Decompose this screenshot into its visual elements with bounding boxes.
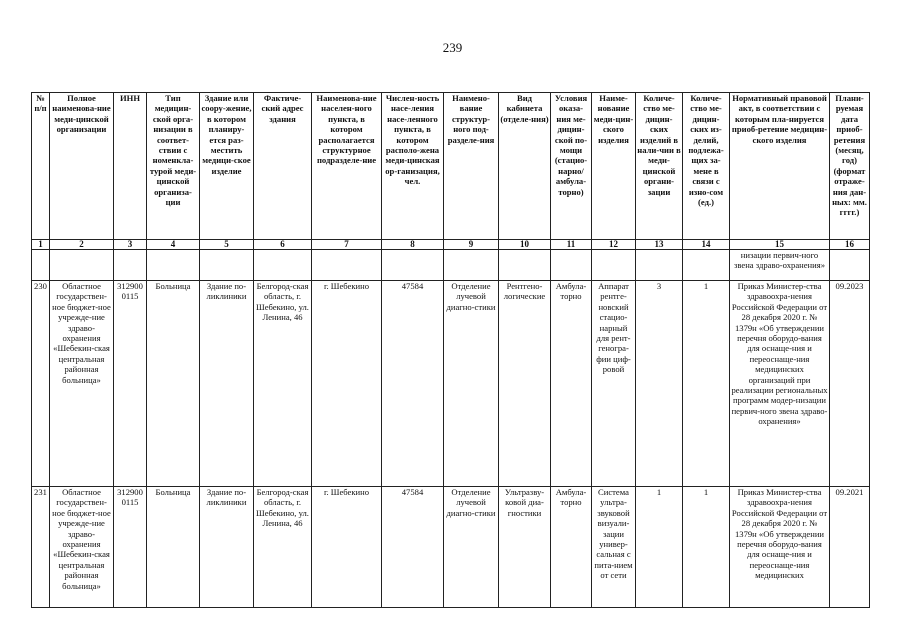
empty-cell (683, 250, 730, 281)
inn: 312900 0115 (114, 281, 147, 487)
row-number: 231 (32, 487, 50, 608)
continuation-row (32, 250, 870, 281)
building: Здание по-ликлиники (200, 487, 254, 608)
empty-cell (312, 250, 382, 281)
column-number: 16 (830, 240, 870, 250)
empty-cell (830, 250, 870, 281)
device-quantity: 1 (636, 487, 683, 608)
device-name: Система ультра-звуковой визуали-зации универ-сальная с пита-нием от сети (592, 487, 636, 608)
header-cell: Количе-ство ме-дицин-ских изделий в нали-чии в меди-цинской органи-зации (636, 93, 683, 240)
column-number: 2 (50, 240, 114, 250)
empty-cell (200, 250, 254, 281)
device-quantity: 3 (636, 281, 683, 487)
building: Здание по-ликлиники (200, 281, 254, 487)
column-number: 1 (32, 240, 50, 250)
table-row (32, 281, 870, 487)
empty-cell (551, 250, 592, 281)
cabinet-type: Ультразву-ковой диа-гностики (499, 487, 551, 608)
header-cell: Плани-руемая дата приоб-ретения (месяц, год) (формат отраже-ния дан-ных: мм. гггг.) (830, 93, 870, 240)
device-name: Аппарат рентге-новский стацио-нарный для рент-геногра-фии циф-ровой (592, 281, 636, 487)
cabinet-type: Рентгено-логические (499, 281, 551, 487)
column-number: 5 (200, 240, 254, 250)
organization-type: Больница (147, 281, 200, 487)
header-cell: Тип медицин-ской орга-низации в соответ-ствии с номенкла-турой меди-цинской организа-ции (147, 93, 200, 240)
header-cell: Здание или соору-жение, в котором планиру-ется раз-местить медици-ское изделие (200, 93, 254, 240)
header-cell: № п/п (32, 93, 50, 240)
column-number: 8 (382, 240, 444, 250)
empty-cell (254, 250, 312, 281)
population: 47584 (382, 281, 444, 487)
header-cell: ИНН (114, 93, 147, 240)
header-cell: Вид кабинета (отделе-ния) (499, 93, 551, 240)
header-cell: Полное наименова-ние меди-цинской организации (50, 93, 114, 240)
header-cell: Числен-ность насе-ления насе-ленного пункта, в котором располо-жена меди-цинская ор-ганизация, чел. (382, 93, 444, 240)
legal-act: Приказ Министер-ства здравоохра-нения Российской Федерации от 28 декабря 2020 г. № 1379н «Об утверждении перечня оборудо-вания для оснаще-ния и переоснаще-ния медицинских (730, 487, 830, 608)
header-cell: Условия оказа-ния ме-дицин-ской по-мощи (стацио-нарно/ амбула-торно) (551, 93, 592, 240)
column-number: 7 (312, 240, 382, 250)
inn: 312900 0115 (114, 487, 147, 608)
table-row (32, 487, 870, 608)
care-conditions: Амбула-торно (551, 281, 592, 487)
continuation-act-text: низации первич-ного звена здраво-охранения» (730, 250, 830, 281)
organization-name: Областное государствен-ное бюджет-ное учрежде-ние здраво-охранения «Шебекин-ская центральная районная больница» (50, 281, 114, 487)
column-number: 4 (147, 240, 200, 250)
empty-cell (636, 250, 683, 281)
organization-name: Областное государствен-ное бюджет-ное учрежде-ние здраво-охранения «Шебекин-ская центральная районная больница» (50, 487, 114, 608)
empty-cell (499, 250, 551, 281)
subdivision: Отделение лучевой диагно-стики (444, 487, 499, 608)
empty-cell (50, 250, 114, 281)
header-row (32, 93, 870, 240)
column-number: 3 (114, 240, 147, 250)
empty-cell (114, 250, 147, 281)
header-cell: Наиме-нование меди-цин-ского изделия (592, 93, 636, 240)
column-number: 9 (444, 240, 499, 250)
empty-cell (382, 250, 444, 281)
empty-cell (147, 250, 200, 281)
locality: г. Шебекино (312, 487, 382, 608)
column-number-row (32, 240, 870, 250)
replacement-quantity: 1 (683, 487, 730, 608)
page-number: 239 (442, 40, 463, 55)
header-cell: Наимено-вание структур-ного под-разделе-ния (444, 93, 499, 240)
column-number: 6 (254, 240, 312, 250)
empty-cell (32, 250, 50, 281)
planned-date: 09.2023 (830, 281, 870, 487)
planned-date: 09.2021 (830, 487, 870, 608)
care-conditions: Амбула-торно (551, 487, 592, 608)
header-cell: Фактиче-ский адрес здания (254, 93, 312, 240)
locality: г. Шебекино (312, 281, 382, 487)
address: Белгород-ская область, г. Шебекино, ул. Ленина, 46 (254, 281, 312, 487)
organization-type: Больница (147, 487, 200, 608)
column-number: 11 (551, 240, 592, 250)
column-number: 14 (683, 240, 730, 250)
header-cell: Наименова-ние населен-ного пункта, в котором располагается структурное подразделе-ние (312, 93, 382, 240)
legal-act: Приказ Министер-ства здравоохра-нения Российской Федерации от 28 декабря 2020 г. № 1379н «Об утверждении перечня оборудо-вания для оснаще-ния и переоснаще-ния медицинских организаций при реализации региональных программ модер-низации первич-ного звена здраво-охранения» (730, 281, 830, 487)
equipment-table (31, 92, 870, 608)
column-number: 10 (499, 240, 551, 250)
row-number: 230 (32, 281, 50, 487)
empty-cell (444, 250, 499, 281)
population: 47584 (382, 487, 444, 608)
subdivision: Отделение лучевой диагно-стики (444, 281, 499, 487)
empty-cell (592, 250, 636, 281)
header-cell: Нормативный правовой акт, в соответствии с которым пла-нируется приоб-ретение медицин-ского изделия (730, 93, 830, 240)
header-cell: Количе-ство ме-дицин-ских из-делий, подлежа-щих за-мене в связи с изно-сом (ед.) (683, 93, 730, 240)
column-number: 15 (730, 240, 830, 250)
column-number: 13 (636, 240, 683, 250)
address: Белгород-ская область, г. Шебекино, ул. Ленина, 46 (254, 487, 312, 608)
replacement-quantity: 1 (683, 281, 730, 487)
column-number: 12 (592, 240, 636, 250)
